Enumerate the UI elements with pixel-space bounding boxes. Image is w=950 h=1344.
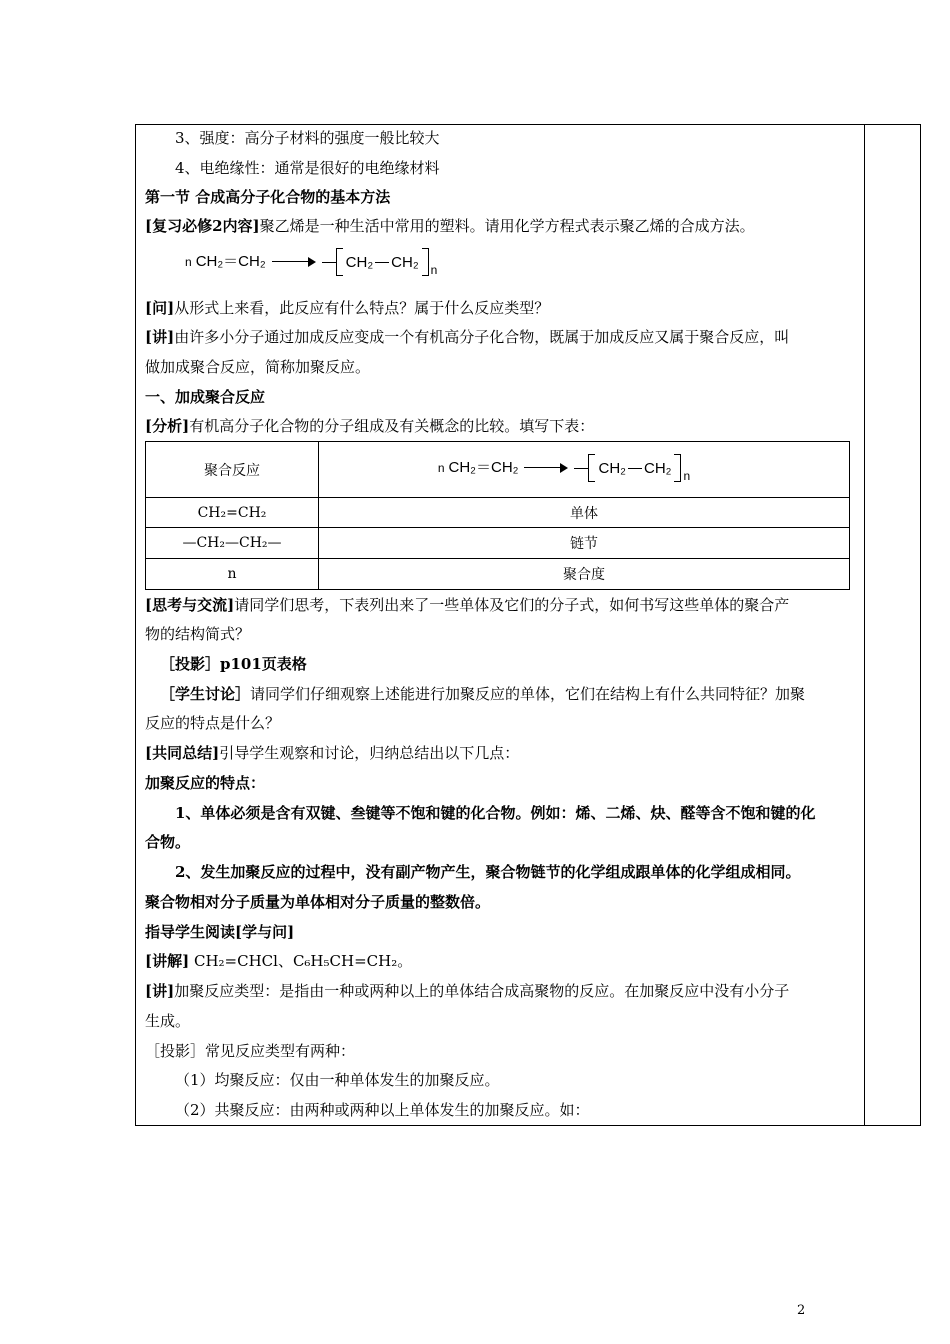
text-line: 生成。 — [145, 1012, 191, 1030]
page-number: 2 — [797, 1303, 806, 1318]
equation-unit-b: CH₂ — [643, 459, 672, 477]
table-cell: CH₂=CH₂ — [146, 498, 319, 528]
think-tag: [思考与交流] — [145, 596, 235, 614]
table-cell: 聚合反应 — [146, 442, 319, 498]
text-line: 指导学生阅读[学与问] — [145, 923, 295, 941]
bond-icon — [322, 262, 336, 263]
talk-text: 由许多小分子通过加成反应变成一个有机高分子化合物，既属于加成反应又属于聚合反应，叫 — [174, 328, 790, 346]
text-line: 合物。 — [145, 833, 191, 851]
table-cell: 单体 — [319, 498, 850, 528]
think-paragraph — [145, 595, 789, 615]
table-cell: n — [146, 559, 319, 590]
table-cell: —CH₂—CH₂— — [146, 528, 319, 559]
table-cell: 链节 — [319, 528, 850, 559]
equation-unit-a: CH₂ — [345, 253, 374, 271]
think-text: 请同学们思考，下表列出来了一些单体及它们的分子式，如何书写这些单体的聚合产 — [234, 596, 790, 614]
question-text: 从形式上来看，此反应有什么特点？属于什么反应类型？ — [174, 299, 550, 317]
equation-monomer: CH₂＝CH₂ — [195, 253, 266, 270]
comparison-table — [145, 441, 850, 590]
summary-tag: [共同总结] — [145, 744, 220, 762]
bond-icon — [628, 468, 642, 469]
question-tag: [问] — [145, 299, 175, 317]
text-line: 2、发生加聚反应的过程中，没有副产物产生，聚合物链节的化学组成跟单体的化学组成相同。 — [175, 863, 801, 881]
polymer-bracket — [336, 254, 429, 271]
equation-monomer: CH₂＝CH₂ — [448, 459, 519, 476]
explain-text: CH₂=CHCl、C₆H₅CH=CH₂。 — [189, 952, 413, 970]
table-cell: 聚合度 — [319, 559, 850, 590]
arrow-icon — [524, 463, 568, 473]
explain-paragraph — [145, 951, 412, 971]
equation-subscript: n — [683, 469, 691, 483]
polymerization-equation — [185, 250, 437, 277]
analysis-paragraph — [145, 416, 594, 436]
talk2-tag: [讲] — [145, 982, 175, 1000]
bond-icon — [574, 468, 588, 469]
explain-tag: [讲解] — [145, 952, 190, 970]
text-line: 聚合物相对分子质量为单体相对分子质量的整数倍。 — [145, 893, 491, 911]
talk-tag: [讲] — [145, 328, 175, 346]
right-column-divider — [864, 125, 865, 1125]
table-row — [146, 559, 850, 590]
text-line: （2）共聚反应：由两种或两种以上单体发生的加聚反应。如： — [175, 1101, 590, 1119]
section-title: 第一节 合成高分子化合物的基本方法 — [145, 188, 391, 206]
equation-n: n — [437, 461, 445, 475]
talk2-paragraph — [145, 981, 789, 1001]
discussion-tag: ［学生讨论］ — [160, 685, 251, 703]
summary-text: 引导学生观察和讨论，归纳总结出以下几点： — [219, 744, 520, 762]
review-paragraph — [145, 216, 755, 236]
question-paragraph — [145, 298, 549, 318]
equation-unit-a: CH₂ — [598, 459, 626, 477]
table-cell-equation — [319, 442, 850, 498]
summary-paragraph — [145, 743, 519, 763]
table-row — [146, 442, 850, 498]
talk2-text: 加聚反应类型：是指由一种或两种以上的单体结合成高聚物的反应。在加聚反应中没有小分子 — [174, 982, 790, 1000]
text-line: （1）均聚反应：仅由一种单体发生的加聚反应。 — [175, 1071, 500, 1089]
text-line: ［投影］常见反应类型有两种： — [145, 1042, 356, 1060]
table-equation — [438, 456, 690, 483]
polymer-bracket — [588, 460, 681, 477]
text-line: 1、单体必须是含有双键、叁键等不饱和键的化合物。例如：烯、二烯、炔、醛等含不饱和键的化 — [175, 804, 816, 822]
equation-unit-b: CH₂ — [391, 253, 419, 271]
talk-paragraph — [145, 327, 789, 347]
equation-n: n — [185, 255, 192, 269]
discussion-paragraph — [160, 684, 805, 704]
review-tag: [复习必修2内容] — [145, 217, 260, 235]
text-line: 3、强度：高分子材料的强度一般比较大 — [175, 129, 440, 147]
analysis-text: 有机高分子化合物的分子组成及有关概念的比较。填写下表： — [189, 417, 595, 435]
table-row — [146, 528, 850, 559]
analysis-tag: [分析] — [145, 417, 190, 435]
heading: 一、加成聚合反应 — [145, 388, 266, 406]
equation-subscript: n — [430, 263, 438, 277]
text-line: 反应的特点是什么？ — [145, 714, 281, 732]
review-text: 聚乙烯是一种生活中常用的塑料。请用化学方程式表示聚乙烯的合成方法。 — [259, 217, 755, 235]
text-line: 4、电绝缘性：通常是很好的电绝缘材料 — [175, 159, 440, 177]
bond-icon — [375, 262, 389, 263]
discussion-text: 请同学们仔细观察上述能进行加聚反应的单体，它们在结构上有什么共同特征？加聚 — [250, 685, 806, 703]
table-row — [146, 498, 850, 528]
text-line: 做加成聚合反应，简称加聚反应。 — [145, 358, 371, 376]
heading: 加聚反应的特点： — [145, 774, 266, 792]
text-line: 物的结构简式？ — [145, 625, 251, 643]
projection-line: ［投影］p101页表格 — [160, 655, 307, 673]
arrow-icon — [272, 257, 316, 267]
